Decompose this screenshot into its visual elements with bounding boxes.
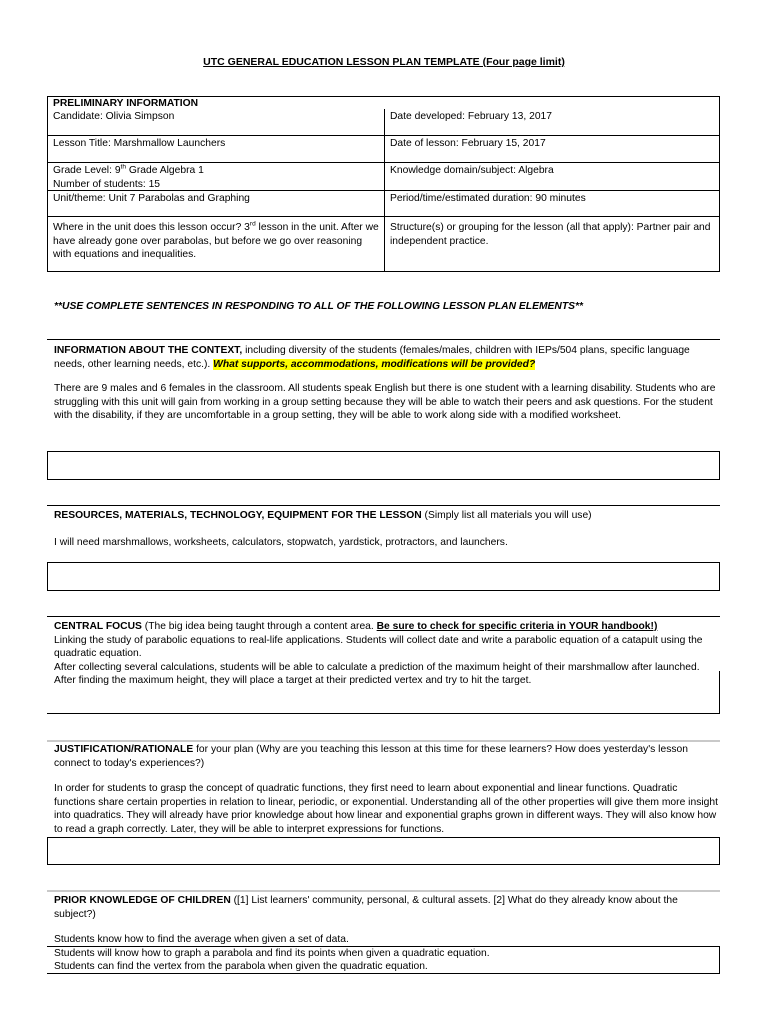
prelim-row-grade [48,163,719,191]
context-top-rule [47,339,720,340]
justification-heading: JUSTIFICATION/RATIONALE [54,744,194,755]
resources-answer-box[interactable] [47,562,720,591]
justification-section [54,743,718,836]
central-focus-emphasis: Be sure to check for specific criteria in YOUR handbook!) [376,621,658,632]
central-focus-response-1: Linking the study of parabolic equations to real-life applications. Students will collect date and write a parabolic equation of a catapult using the quadratic equation. [54,634,703,659]
context-section [54,344,718,423]
document-title: UTC GENERAL EDUCATION LESSON PLAN TEMPLATE (Four page limit) [203,56,565,68]
lesson-title-cell [48,136,385,162]
prior-knowledge-response-3: Students can find the vertex from the parabola when given the quadratic equation. [54,961,428,972]
structure-text: Structure(s) or grouping for the lesson (all that apply): Partner pair and independent practice. [390,222,711,247]
context-highlight: What supports, accommodations, modifications will be provided? [213,358,536,370]
date-of-lesson-text: Date of lesson: February 15, 2017 [390,138,546,149]
grade-level-text: Grade Level: 9th Grade Algebra 1 [53,163,204,176]
central-focus-response-2: After collecting several calculations, students will be able to calculate a prediction of the maximum height of their marshmallow after launched. After finding the maximum height, they will place a target at their predicted vertex and try to hit the target. [54,661,700,686]
resources-heading: RESOURCES, MATERIALS, TECHNOLOGY, EQUIPMENT FOR THE LESSON [54,510,422,521]
prior-knowledge-response-2: Students will know how to graph a parabola and find its points when given a quadratic equation. [54,947,490,959]
unit-theme-cell [48,191,385,216]
justification-answer-box[interactable] [47,837,720,865]
prior-knowledge-prompt: PRIOR KNOWLEDGE OF CHILDREN ([1] List learners' community, personal, & cultural assets. [2] What do they already know about the subject?) [54,895,678,920]
instructions-note: **USE COMPLETE SENTENCES IN RESPONDING TO ALL OF THE FOLLOWING LESSON PLAN ELEMENTS** [54,301,583,312]
knowledge-domain-cell [385,163,719,190]
resources-top-rule [47,505,720,506]
preliminary-info-table [47,96,720,272]
justification-top-rule [47,740,720,742]
grade-cell [48,163,385,190]
resources-section [54,509,718,549]
period-text: Period/time/estimated duration: 90 minutes [390,193,586,204]
context-response: There are 9 males and 6 females in the classroom. All students speak English but there is one student with a learning disability. Students who are struggling with this unit will gain from working in a group setting because they will be able to watch their peers and ask questions. For the student with the disability, if they are uncomfortable in a group setting, they will be able to work along side with a modified worksheet. [54,383,716,421]
context-prompt: INFORMATION ABOUT THE CONTEXT, including diversity of the students (females/males, children with IEPs/504 plans, specific language needs, other learning needs, etc.). What supports, accommodations, modifications will be provided? [54,345,690,370]
prelim-row-unit [48,191,719,217]
knowledge-domain-text: Knowledge domain/subject: Algebra [390,165,554,176]
central-focus-answer-box[interactable] [47,671,720,714]
context-heading: INFORMATION ABOUT THE CONTEXT, [54,345,243,356]
central-focus-top-rule [47,616,720,617]
candidate-cell [48,109,385,135]
where-in-unit-cell [48,217,385,271]
date-of-lesson-cell [385,136,719,162]
central-focus-prompt: CENTRAL FOCUS (The big idea being taught through a content area. Be sure to check for specific criteria in YOUR handbook!) [54,621,658,632]
prior-knowledge-heading: PRIOR KNOWLEDGE OF CHILDREN [54,895,231,906]
central-focus-heading: CENTRAL FOCUS [54,621,142,632]
unit-theme-text: Unit/theme: Unit 7 Parabolas and Graphing [53,193,250,204]
justification-response: In order for students to grasp the concept of quadratic functions, they first need to learn about exponential and linear functions. Quadratic functions share certain properties in relation to linear, periodic, or exponential. Understanding all of the other properties will give them more insight into quadratics. They will already have prior knowledge about how linear and exponential graphs grown in different ways. They will also know how to read a graph correctly. Later, they will be able to interpret expressions for functions. [54,783,718,835]
prelim-row-lesson-title [48,136,719,163]
prior-knowledge-response-1: Students know how to find the average when given a set of data. [54,934,349,945]
justification-prompt: JUSTIFICATION/RATIONALE for your plan (Why are you teaching this lesson at this time for these learners? How does yesterday's lesson connect to today's experiences?) [54,744,688,769]
preliminary-heading: PRELIMINARY INFORMATION [53,98,199,109]
resources-prompt: RESOURCES, MATERIALS, TECHNOLOGY, EQUIPMENT FOR THE LESSON (Simply list all materials you will use) [54,510,592,521]
date-developed-text: Date developed: February 13, 2017 [390,111,553,122]
candidate-text: Candidate: Olivia Simpson [53,111,175,122]
period-cell [385,191,719,216]
prior-knowledge-answer-box[interactable] [47,946,720,974]
structure-cell [385,217,719,271]
num-students-text: Number of students: 15 [53,178,161,190]
prelim-row-where [48,217,719,271]
prelim-row-candidate [48,109,719,136]
lesson-title-text: Lesson Title: Marshmallow Launchers [53,138,226,149]
prior-knowledge-top-rule [47,890,720,892]
date-developed-cell [385,109,719,135]
resources-response: I will need marshmallows, worksheets, calculators, stopwatch, yardstick, protractors, and launchers. [54,536,508,548]
where-in-unit-text: Where in the unit does this lesson occur? 3rd lesson in the unit. After we have already gone over parabolas, but before we go over reasoning with equations and inequalities. [53,220,379,260]
context-answer-box[interactable] [47,451,720,480]
